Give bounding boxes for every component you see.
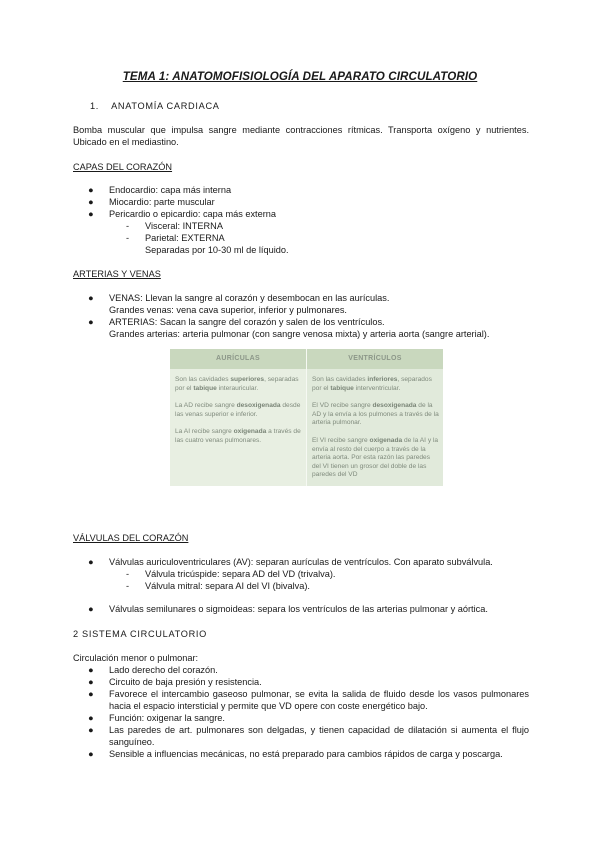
list-item: ● Endocardio: capa más interna (88, 185, 232, 195)
table-paragraph: Son las cavidades superiores, separadas por el tabique interauricular. (175, 376, 299, 392)
dash-icon: - (126, 581, 130, 591)
bullet-icon: ● (88, 677, 94, 687)
bullet-icon: ● (88, 557, 94, 567)
circulacion-list (88, 664, 529, 760)
table-header-auriculas: AURÍCULAS (170, 349, 307, 369)
table-header-ventriculos: VENTRÍCULOS (307, 349, 444, 369)
bullet-icon: ● (88, 604, 94, 614)
list-item: ● ARTERIAS: Sacan la sangre del corazón y salen de los ventrículos. (88, 317, 385, 327)
table-paragraph: Son las cavidades inferiores, separados por el tabique interventricular. (312, 376, 432, 392)
table-cell-auriculas (170, 369, 307, 486)
list-item: ● Miocardio: parte muscular (88, 197, 215, 207)
capas-note: Separadas por 10-30 ml de líquido. (145, 245, 289, 255)
capas-heading: CAPAS DEL CORAZÓN (73, 162, 173, 172)
section-1-number: 1. (90, 101, 100, 111)
bullet-icon: ● (88, 725, 94, 735)
capas-sublist (126, 220, 289, 256)
table-paragraph: El VD recibe sangre desoxigenada de la AD y la envía a los pulmones a través de la arteria pulmonar. (312, 402, 439, 427)
document-title: TEMA 1: ANATOMOFISIOLOGÍA DEL APARATO CIRCULATORIO (122, 70, 478, 83)
list-item: Grandes arterias: arteria pulmonar (con sangre venosa mixta) y arteria aorta (sangre arterial). (109, 329, 490, 339)
list-item (145, 244, 289, 256)
table-cell-ventriculos (307, 369, 444, 486)
list-item: - Válvula tricúspide: separa AD del VD (trivalva). (126, 569, 336, 579)
list-item: ● Lado derecho del corazón. (88, 665, 218, 675)
arterias-heading: ARTERIAS Y VENAS (73, 269, 161, 279)
list-item: - Parietal: EXTERNA (126, 233, 225, 243)
section-2-heading: 2 SISTEMA CIRCULATORIO (73, 629, 208, 639)
list-item: ● Sensible a influencias mecánicas, no está preparado para cambios rápidos de carga y poscarga. (88, 749, 503, 759)
bullet-icon: ● (88, 713, 94, 723)
valvulas-list-2 (88, 603, 529, 615)
dash-icon: - (126, 569, 130, 579)
list-item: ● Función: oxigenar la sangre. (88, 713, 225, 723)
valvulas-list (88, 556, 529, 568)
list-item: ● Válvulas auriculoventriculares (AV): separan aurículas de ventrículos. Con aparato subválvula. (88, 557, 493, 567)
table-paragraph: La AI recibe sangre oxigenada a través de las cuatro venas pulmonares. (175, 428, 301, 444)
bullet-icon: ● (88, 749, 94, 759)
list-item: ● Válvulas semilunares o sigmoideas: separa los ventrículos de las arterias pulmonar y aórtica. (88, 604, 488, 614)
section-1-title: ANATOMÍA CARDIACA (111, 101, 220, 111)
bullet-icon: ● (88, 689, 94, 699)
capas-list (88, 184, 276, 220)
bullet-icon: ● (88, 197, 94, 207)
table-paragraph: El VI recibe sangre oxigenada de la AI y la envía al resto del cuerpo a través de la arteria aorta. Por esta razón las paredes del VI tienen un grosor del doble de las paredes del VD (312, 436, 439, 479)
circulacion-intro: Circulación menor o pulmonar: (73, 653, 199, 663)
dash-icon: - (126, 233, 130, 243)
bullet-icon: ● (88, 185, 94, 195)
bullet-icon: ● (88, 209, 94, 219)
list-item: ● VENAS: Llevan la sangre al corazón y desembocan en las aurículas. (88, 293, 390, 303)
list-item: ● Pericardio o epicardio: capa más externa (88, 209, 276, 219)
dash-icon: - (126, 221, 130, 231)
valvulas-heading: VÁLVULAS DEL CORAZÓN (73, 533, 189, 543)
list-item: ● Las paredes de art. pulmonares son delgadas, y tienen capacidad de dilatación si aumenta el flujo sanguíneo. (88, 725, 529, 747)
list-item: ● Favorece el intercambio gaseoso pulmonar, se evita la salida de fluido desde los vasos pulmonares hacia el espacio intersticial y permite que VD opere con coste energético bajo. (88, 689, 529, 711)
bullet-icon: ● (88, 665, 94, 675)
bullet-icon: ● (88, 317, 94, 327)
valvulas-sublist (126, 568, 336, 592)
list-item: - Visceral: INTERNA (126, 221, 223, 231)
intro-paragraph: Bomba muscular que impulsa sangre mediante contracciones rítmicas. Transporta oxígeno y nutrientes. Ubicado en el mediastino. (73, 125, 529, 147)
list-item: - Válvula mitral: separa AI del VI (bivalva). (126, 581, 310, 591)
comparison-table (170, 349, 443, 486)
bullet-icon: ● (88, 293, 94, 303)
section-1-heading (90, 100, 220, 112)
arterias-list (88, 292, 529, 340)
table-paragraph: La AD recibe sangre desoxigenada desde las venas superior e inferior. (175, 402, 301, 418)
list-item: Grandes venas: vena cava superior, inferior y pulmonares. (109, 305, 347, 315)
list-item: ● Circuito de baja presión y resistencia. (88, 677, 262, 687)
